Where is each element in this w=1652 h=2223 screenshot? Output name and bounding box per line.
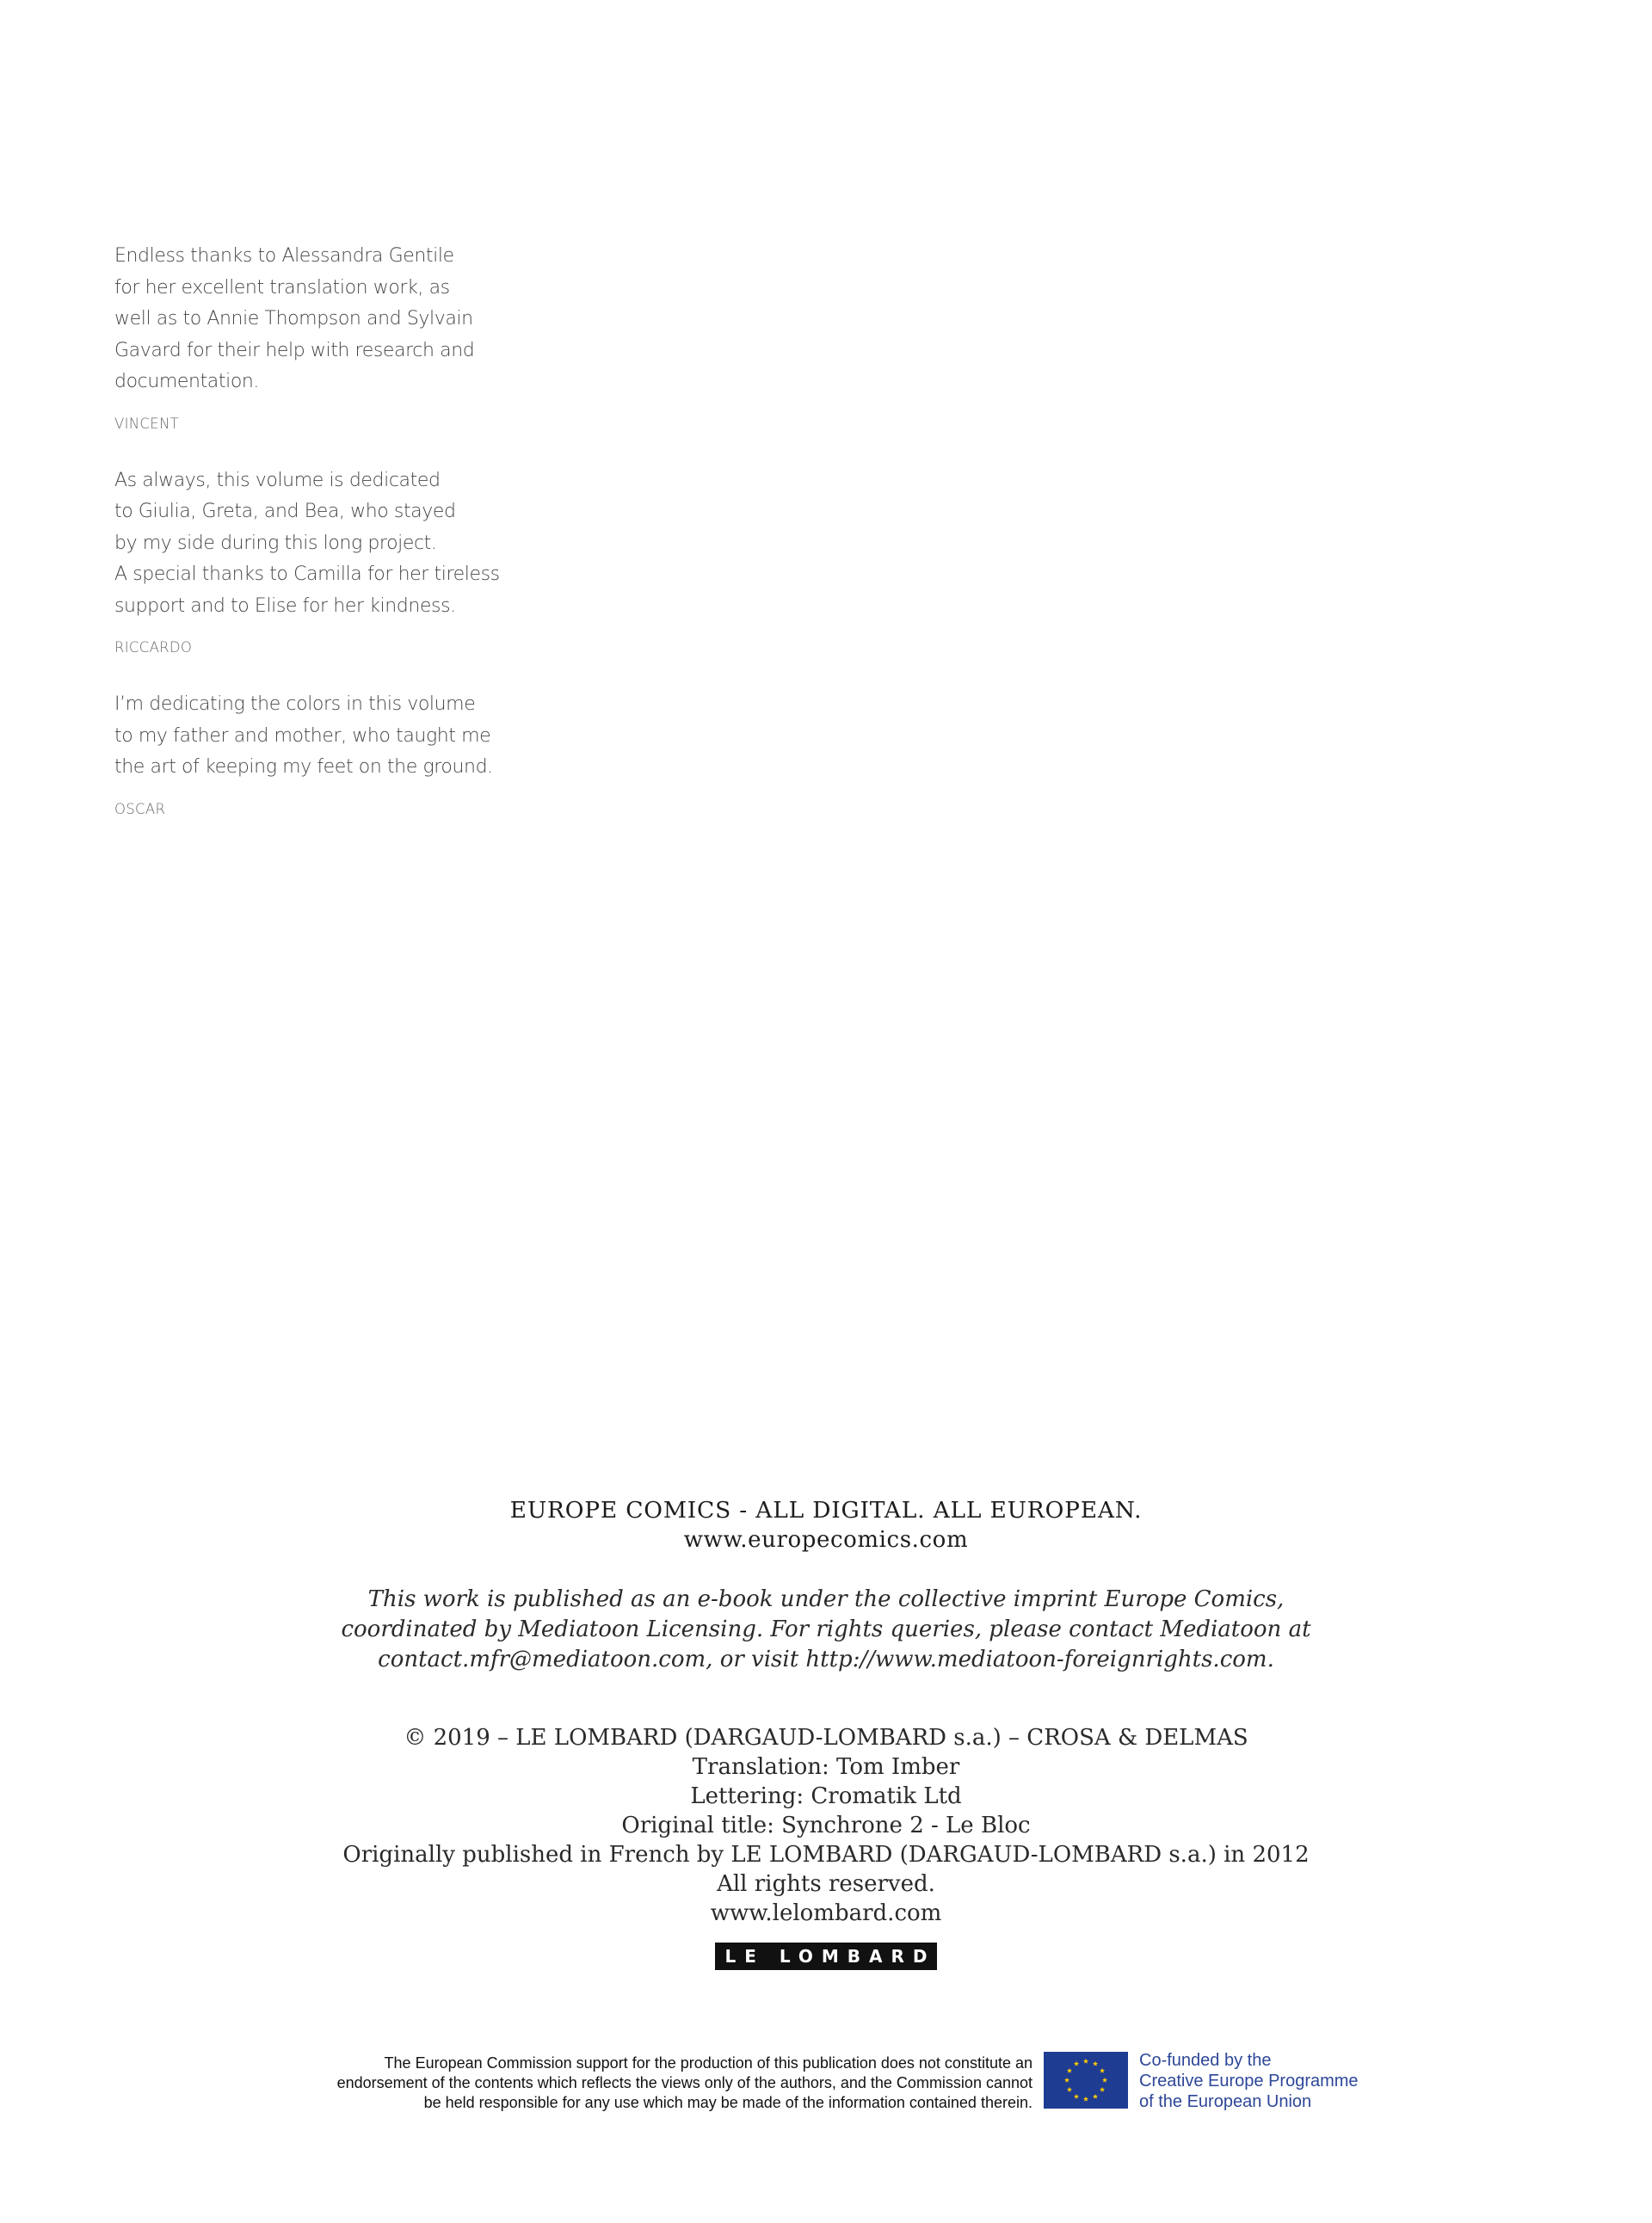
rights-notice [0,1585,1652,1675]
eu-cofunded-label [1139,2050,1359,2112]
dedication-line: As always, this volume is dedicated [114,469,441,491]
logo-wrap [0,1943,1652,1970]
dedication-line: the art of keeping my feet on the ground. [114,756,493,778]
dedications [114,241,527,851]
dedication-vincent [114,241,527,434]
dedication-line: I’m dedicating the colors in this volume [114,693,476,715]
eu-disclaimer [337,2054,1032,2113]
eu-label-line: Co-funded by the [1139,2051,1272,2070]
publisher-info [0,1495,1652,1970]
translation-credit: Translation: Tom Imber [692,1754,960,1780]
eu-label-line: of the European Union [1139,2092,1312,2111]
eu-flag-stars [1044,2052,1128,2109]
eu-label-line: Creative Europe Programme [1139,2072,1359,2091]
rights-line: contact.mfr@mediatoon.com, or visit http://www.mediatoon-foreignrights.com. [378,1647,1274,1672]
original-publication: Originally published in French by LE LOMBARD (DARGAUD-LOMBARD s.a.) in 2012 [342,1842,1310,1868]
dedication-line: Endless thanks to Alessandra Gentile [114,245,454,267]
dedication-riccardo [114,465,527,659]
disclaimer-line: endorsement of the contents which reflects the views only of the authors, and the Commission cannot [336,2074,1032,2091]
dedication-line: to my father and mother, who taught me [114,724,491,747]
disclaimer-line: The European Commission support for the production of this publication does not constitute an [384,2054,1032,2072]
disclaimer-line: be held responsible for any use which may be made of the information contained therein. [423,2094,1032,2111]
credits [0,1723,1652,1928]
dedication-oscar [114,689,527,820]
publisher-title: EUROPE COMICS - ALL DIGITAL. ALL EUROPEAN. [509,1497,1143,1524]
publisher-url[interactable]: www.europecomics.com [683,1527,969,1553]
dedication-line: for her excellent translation work, as [114,276,450,299]
dedication-line: support and to Elise for her kindness. [114,594,456,617]
signature-oscar: OSCAR [114,800,166,817]
le-lombard-logo: LE LOMBARD [715,1943,937,1970]
rights-reserved: All rights reserved. [717,1871,935,1897]
dedication-line: well as to Annie Thompson and Sylvain [114,308,473,329]
dedication-line: documentation. [114,371,260,392]
rights-line: This work is published as an e-book under the collective imprint Europe Comics, [367,1586,1285,1612]
signature-riccardo: RICCARDO [114,639,193,656]
rights-line: coordinated by Mediatoon Licensing. For rights queries, please contact Mediatoon at [341,1616,1311,1642]
eu-flag-icon [1044,2052,1128,2109]
dedication-line: to Giulia, Greta, and Bea, who stayed [114,501,456,522]
original-title: Original title: Synchrone 2 - Le Bloc [621,1813,1031,1838]
lelombard-url[interactable]: www.lelombard.com [710,1900,942,1926]
copyright-line: © 2019 – LE LOMBARD (DARGAUD-LOMBARD s.a.) – CROSA & DELMAS [404,1725,1248,1751]
lettering-credit: Lettering: Cromatik Ltd [690,1783,962,1809]
signature-vincent: VINCENT [114,415,179,432]
dedication-line: A special thanks to Camilla for her tireless [114,563,500,585]
dedication-line: by my side during this long project. [114,532,437,554]
dedication-line: Gavard for their help with research and [114,339,475,361]
